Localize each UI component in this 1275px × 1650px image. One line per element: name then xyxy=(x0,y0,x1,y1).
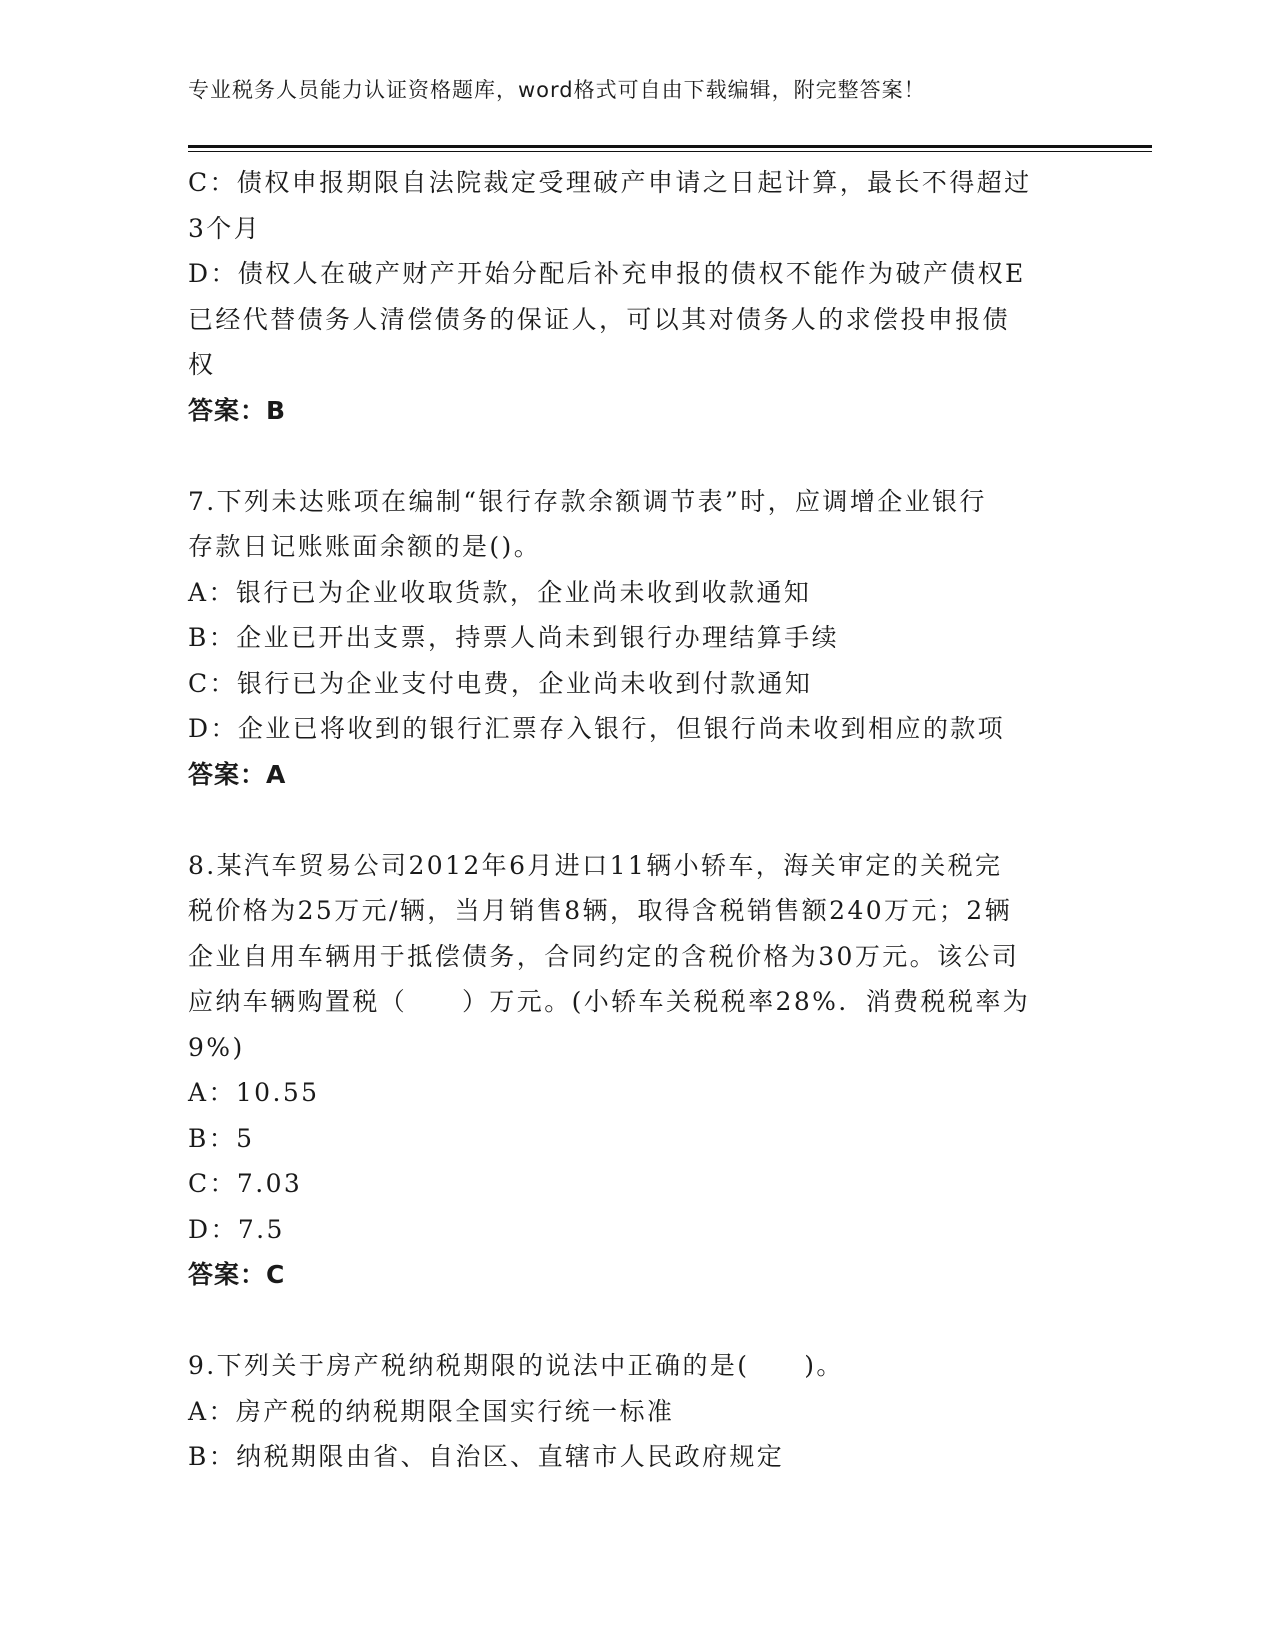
q7-option-c: C：银行已为企业支付电费，企业尚未收到付款通知 xyxy=(188,668,813,698)
q6-option-d-line2: 已经代替债务人清偿债务的保证人，可以其对债务人的求偿投申报债 xyxy=(188,304,1011,334)
q6-option-c-line1: C：债权申报期限自法院裁定受理破产申请之日起计算，最长不得超过 xyxy=(188,168,1032,197)
q7-stem-line2: 存款日记账账面余额的是()。 xyxy=(188,532,542,561)
spacer xyxy=(188,433,1098,479)
header-note: 专业税务人员能力认证资格题库，word格式可自由下载编辑，附完整答案！ xyxy=(188,78,926,102)
q7-option-b: B：企业已开出支票，持票人尚未到银行办理结算手续 xyxy=(188,623,839,652)
q8-option-b: B：5 xyxy=(188,1123,255,1153)
spacer xyxy=(188,1298,1098,1344)
q8-option-a: A：10.55 xyxy=(188,1078,320,1107)
q9-option-a: A：房产税的纳税期限全国实行统一标准 xyxy=(188,1396,675,1426)
q8-stem-line1: 8.某汽车贸易公司2012年6月进口11辆小轿车，海关审定的关税完 xyxy=(188,850,1003,880)
q7-option-d: D：企业已将收到的银行汇票存入银行，但银行尚未收到相应的款项 xyxy=(188,714,1006,743)
q8-stem-line2: 税价格为25万元/辆，当月销售8辆，取得含税销售额240万元；2辆 xyxy=(188,896,1012,925)
question-9 xyxy=(188,1343,1098,1480)
q8-stem-line5: 9%) xyxy=(188,1032,245,1062)
document-body xyxy=(188,160,1098,1480)
q6-option-c-line2: 3个月 xyxy=(188,213,262,243)
q6-option-d-line3: 权 xyxy=(188,350,216,379)
spacer xyxy=(188,797,1098,843)
q6-answer: 答案：B xyxy=(188,395,287,425)
q8-answer: 答案：C xyxy=(188,1260,286,1289)
q7-answer: 答案：A xyxy=(188,759,287,789)
header-rule-thin xyxy=(188,151,1152,152)
q7-stem-line1: 7.下列未达账项在编制“银行存款余额调节表”时，应调增企业银行 xyxy=(188,486,987,516)
q7-option-a: A：银行已为企业收取货款，企业尚未收到收款通知 xyxy=(188,577,812,607)
q8-stem-line4: 应纳车辆购置税（ ）万元。(小轿车关税税率28%．消费税税率为 xyxy=(188,987,1031,1016)
q8-option-c: C：7.03 xyxy=(188,1169,303,1198)
q6-option-d-line1: D：债权人在破产财产开始分配后补充申报的债权不能作为破产债权E xyxy=(188,259,1026,288)
question-7 xyxy=(188,479,1098,798)
question-6-tail xyxy=(188,160,1098,433)
question-8 xyxy=(188,843,1098,1298)
q8-stem-line3: 企业自用车辆用于抵偿债务，合同约定的含税价格为30万元。该公司 xyxy=(188,941,1020,971)
q8-option-d: D：7.5 xyxy=(188,1214,285,1244)
q9-stem-line1: 9.下列关于房产税纳税期限的说法中正确的是( )。 xyxy=(188,1351,844,1380)
header-rule-thick xyxy=(188,145,1152,148)
q9-option-b: B：纳税期限由省、自治区、直辖市人民政府规定 xyxy=(188,1442,785,1471)
